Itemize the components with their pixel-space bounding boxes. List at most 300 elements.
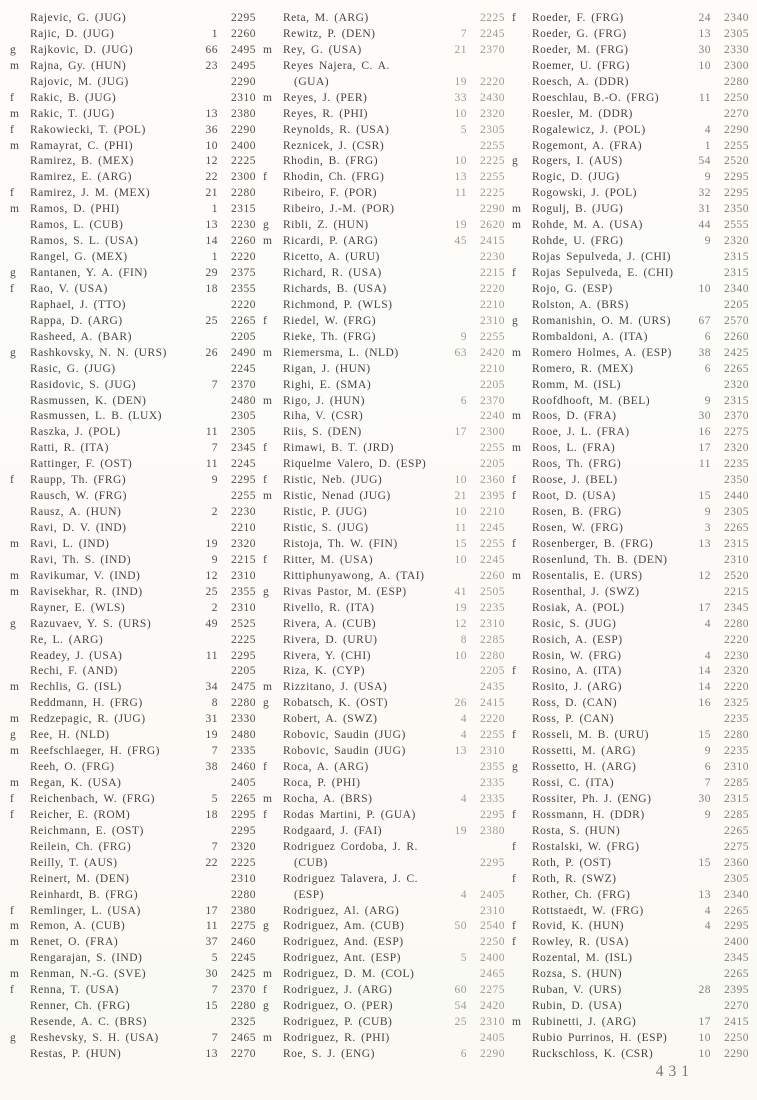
rating-value: 2210 [231, 522, 256, 534]
player-name: Raupp, Th. (FRG) [30, 474, 127, 487]
games-count: 14 [205, 235, 218, 248]
player-name: Rechlis, G. (ISL) [30, 681, 122, 694]
player-name: Re, L. (ARG) [30, 633, 104, 646]
games-count [445, 202, 467, 218]
rating-list-row [9, 186, 256, 202]
games-count: 11 [205, 458, 218, 471]
rating-value: 2295 [480, 808, 505, 821]
player-name: Rasic, G. (JUG) [30, 362, 116, 375]
title-letter: m [10, 203, 20, 216]
games-count [445, 856, 467, 872]
player-name: Rakic, B. (JUG) [30, 91, 117, 104]
player-name: Rostalski, W. (FRG) [532, 840, 640, 853]
title-letter: m [263, 1032, 273, 1044]
rating-list-row [511, 473, 749, 489]
rating-list-row [511, 999, 749, 1015]
player-name: Rossiter, Ph. J. (ENG) [532, 792, 652, 805]
player-name: Ramos, S. L. (USA) [30, 235, 139, 248]
rating-list-row [262, 43, 505, 59]
player-name: Rodriguez Talavera, J. C. [283, 872, 419, 885]
rating-value: 2415 [724, 1016, 749, 1029]
rating-list-row [9, 696, 256, 712]
rating-list-row [9, 441, 256, 457]
title-letter [511, 601, 527, 617]
player-name: Rappa, D. (ARG) [30, 314, 123, 327]
rating-list-row [262, 298, 505, 314]
title-letter [9, 218, 25, 234]
title-letter [511, 1031, 527, 1047]
games-count: 19 [454, 219, 467, 232]
player-name: Rosic, S. (JUG) [532, 617, 617, 630]
rating-value: 2355 [231, 585, 256, 598]
player-name: Rogulj, B. (JUG) [532, 203, 624, 216]
rating-list-row [9, 919, 256, 935]
rating-value: 2490 [231, 346, 256, 359]
player-name: Rosino, A. (ITA) [532, 665, 622, 678]
rating-list-row [511, 107, 749, 123]
games-count: 25 [205, 585, 218, 598]
rating-column-right [511, 11, 749, 1063]
player-federation-continuation: (GUA) [294, 75, 330, 88]
title-letter: f [512, 12, 517, 24]
title-letter: f [512, 537, 517, 550]
player-name: Reeh, O. (FRG) [30, 761, 115, 774]
rating-value: 2325 [724, 697, 749, 710]
player-name: Roesler, M. (DDR) [532, 107, 633, 120]
title-letter [9, 1015, 25, 1031]
rating-list-row [9, 1031, 256, 1047]
rating-list-row [9, 712, 256, 728]
player-name: Redzepagic, R. (JUG) [30, 713, 146, 726]
rating-list-row [262, 186, 505, 202]
rating-value: 2440 [724, 490, 749, 503]
rating-list-row [9, 633, 256, 649]
rating-value: 2210 [480, 362, 505, 375]
games-count: 13 [205, 219, 218, 232]
rating-list-row [9, 409, 256, 425]
player-name: Rieke, Th. (FRG) [283, 330, 376, 343]
rating-list-row [262, 330, 505, 346]
title-letter: m [263, 43, 273, 56]
rating-value: 2220 [231, 251, 256, 264]
rating-list-row [511, 649, 749, 665]
rating-value: 2265 [724, 522, 749, 534]
title-letter [262, 712, 278, 728]
player-name: Rodriguez, D. M. (COL) [283, 968, 415, 981]
player-name: Ricardi, P. (ARG) [283, 235, 378, 248]
rating-value: 2310 [480, 617, 505, 630]
player-name: Rasheed, A. (BAR) [30, 330, 132, 343]
rating-list-row [511, 202, 749, 218]
player-name: Reynolds, R. (USA) [283, 123, 390, 136]
games-count [689, 872, 711, 888]
rating-value: 2420 [480, 346, 505, 359]
player-name: Rimawi, B. T. (JRD) [283, 442, 394, 455]
player-name: Romero, R. (MEX) [532, 362, 634, 375]
rating-value: 2340 [724, 282, 749, 295]
games-count: 4 [460, 713, 467, 726]
player-name: Ramirez, B. (MEX) [30, 155, 134, 168]
games-count: 1 [211, 27, 218, 40]
title-letter: f [10, 474, 15, 487]
rating-value: 2400 [480, 952, 505, 965]
rating-list-row-continuation [262, 75, 505, 91]
games-count: 34 [205, 681, 218, 694]
games-count: 26 [454, 697, 467, 710]
rating-value: 2460 [231, 761, 256, 774]
rating-list-row [9, 521, 256, 537]
title-letter [262, 186, 278, 202]
title-letter [262, 330, 278, 346]
games-count: 17 [205, 904, 218, 917]
rating-list-row [9, 1015, 256, 1031]
player-name: Roeschlau, B.-O. (FRG) [532, 91, 660, 104]
rating-value: 2205 [724, 298, 749, 311]
rating-value: 2210 [480, 298, 505, 311]
games-count [445, 139, 467, 155]
title-letter: f [512, 267, 517, 279]
rating-list-row [511, 75, 749, 91]
rating-list-row [262, 266, 505, 282]
games-count: 26 [205, 346, 218, 359]
player-name: Ribli, Z. (HUN) [283, 219, 369, 232]
title-letter: f [263, 761, 268, 774]
title-letter [262, 1047, 278, 1063]
rating-list-row [9, 330, 256, 346]
rating-list-row [511, 441, 749, 457]
title-letter: g [512, 155, 519, 168]
title-letter [511, 951, 527, 967]
rating-list-row [262, 441, 505, 457]
games-count: 15 [698, 856, 711, 869]
rating-list-row [9, 569, 256, 585]
player-name: Roth, P. (OST) [532, 856, 612, 869]
rating-value: 2215 [480, 267, 505, 279]
title-letter: m [263, 792, 273, 805]
title-letter: m [10, 681, 20, 694]
title-letter: g [10, 729, 17, 742]
games-count: 1 [704, 139, 711, 152]
games-count: 32 [698, 187, 711, 200]
rating-list-row [511, 489, 749, 505]
rating-list-row [9, 888, 256, 904]
player-name: Rosen, B. (FRG) [532, 506, 622, 519]
rating-value: 2370 [480, 394, 505, 407]
player-name: Raphael, J. (TTO) [30, 298, 126, 311]
rating-value: 2295 [480, 856, 505, 869]
rating-list-row [9, 904, 256, 920]
title-letter [9, 154, 25, 170]
games-count: 15 [698, 490, 711, 503]
rating-value: 2295 [231, 808, 256, 821]
games-count: 24 [698, 12, 711, 24]
rating-value: 2300 [231, 171, 256, 184]
rating-value: 2255 [480, 537, 505, 550]
title-letter: f [512, 490, 517, 503]
player-name: Reyes, J. (PER) [283, 91, 368, 104]
title-letter: f [263, 808, 268, 821]
title-letter [9, 250, 25, 266]
games-count: 7 [460, 27, 467, 40]
rating-value: 2260 [480, 569, 505, 582]
player-name: Reddmann, H. (FRG) [30, 697, 143, 710]
games-count: 10 [454, 155, 467, 168]
rating-value: 2270 [724, 1000, 749, 1013]
games-count [196, 664, 218, 680]
games-count: 28 [698, 984, 711, 997]
rating-value: 2345 [231, 442, 256, 455]
games-count [445, 664, 467, 680]
player-name: Rechi, F. (AND) [30, 665, 118, 678]
title-letter [9, 521, 25, 537]
title-letter: m [512, 203, 522, 216]
games-count: 44 [698, 219, 711, 232]
rating-list-row [262, 904, 505, 920]
title-letter [9, 840, 25, 856]
player-name: Rovid, K. (HUN) [532, 920, 624, 933]
rating-list-row [9, 680, 256, 696]
rating-value: 2280 [231, 187, 256, 200]
title-letter [511, 234, 527, 250]
rating-list-row [511, 91, 749, 107]
games-count: 10 [698, 59, 711, 72]
rating-list-row [262, 91, 505, 107]
player-name: Rozsa, S. (HUN) [532, 968, 623, 981]
games-count [196, 776, 218, 792]
rating-list-row [9, 234, 256, 250]
rating-value: 2280 [231, 888, 256, 901]
title-letter [262, 362, 278, 378]
rating-value: 2325 [231, 1016, 256, 1029]
rating-value: 2295 [231, 649, 256, 662]
rating-value: 2375 [231, 267, 256, 279]
rating-value: 2415 [480, 235, 505, 248]
player-name: Roeder, F. (FRG) [532, 12, 624, 24]
title-letter: m [263, 490, 273, 503]
rating-value: 2395 [480, 490, 505, 503]
player-name: Rohde, M. A. (USA) [532, 219, 643, 232]
title-letter [262, 1015, 278, 1031]
rating-value: 2265 [231, 792, 256, 805]
rating-value [472, 59, 505, 75]
title-letter: m [263, 91, 273, 104]
games-count: 11 [454, 522, 467, 534]
title-letter [262, 776, 278, 792]
rating-value: 2310 [231, 91, 256, 104]
rating-list-row [9, 314, 256, 330]
player-name: Rivello, R. (ITA) [283, 601, 375, 614]
player-name: Rosseli, M. B. (URU) [532, 729, 649, 742]
rating-value: 2405 [231, 777, 256, 789]
rating-list-row [511, 712, 749, 728]
player-name: Ravikumar, V. (IND) [30, 569, 141, 582]
player-name: Rogic, D. (JUG) [532, 171, 620, 184]
title-letter [511, 649, 527, 665]
title-letter: f [512, 729, 517, 742]
player-name: Razuvaev, Y. S. (URS) [30, 617, 152, 630]
rating-list-row [9, 425, 256, 441]
player-name: Riza, K. (CYP) [283, 665, 365, 678]
games-count: 66 [205, 43, 218, 56]
games-count [689, 298, 711, 314]
games-count [196, 75, 218, 91]
player-name: Rosen, W. (FRG) [532, 522, 624, 534]
player-name: Rojo, G. (ESP) [532, 282, 613, 295]
rating-list-row [262, 680, 505, 696]
rating-value: 2310 [724, 761, 749, 774]
rating-value: 2275 [724, 426, 749, 439]
title-letter: f [10, 282, 15, 295]
title-letter: g [10, 346, 17, 359]
title-letter: m [512, 410, 522, 423]
rating-value: 2280 [724, 617, 749, 630]
rating-list-row [511, 744, 749, 760]
rating-list-row [262, 123, 505, 139]
player-name: Roesch, A. (DDR) [532, 75, 629, 88]
rating-value: 2285 [480, 633, 505, 646]
title-letter: f [263, 314, 268, 327]
games-count [689, 951, 711, 967]
title-letter [9, 409, 25, 425]
rating-list-row [9, 760, 256, 776]
player-name: Reinert, M. (DEN) [30, 872, 130, 885]
player-name: Root, D. (USA) [532, 490, 616, 503]
player-name: Romm, M. (ISL) [532, 378, 621, 391]
games-count [689, 633, 711, 649]
rating-list-row [511, 314, 749, 330]
rating-value: 2220 [724, 681, 749, 694]
rating-list-row [511, 282, 749, 298]
title-letter [262, 282, 278, 298]
title-letter [511, 680, 527, 696]
rating-list-row [262, 617, 505, 633]
games-count: 13 [205, 1047, 218, 1060]
rating-list-row [262, 202, 505, 218]
rating-value: 2305 [480, 123, 505, 136]
rating-list-row [9, 617, 256, 633]
rating-list-row [9, 202, 256, 218]
rating-list-row [9, 362, 256, 378]
games-count [445, 59, 467, 75]
rating-list-row [9, 1047, 256, 1063]
rating-list-row [9, 170, 256, 186]
games-count [689, 378, 711, 394]
player-name: Ribeiro, F. (POR) [283, 187, 377, 200]
title-letter [262, 935, 278, 951]
rating-value: 2270 [724, 107, 749, 120]
games-count: 9 [704, 745, 711, 758]
rating-value: 2360 [480, 474, 505, 487]
player-name: Roeder, G. (FRG) [532, 27, 627, 40]
rating-value: 2380 [231, 107, 256, 120]
title-letter [262, 601, 278, 617]
rating-list-row [262, 664, 505, 680]
games-count: 25 [454, 1016, 467, 1029]
title-letter [9, 872, 25, 888]
rating-list-row-continuation [262, 888, 505, 904]
title-letter [9, 505, 25, 521]
rating-value: 2320 [231, 840, 256, 853]
player-name: Roth, R. (SWZ) [532, 872, 617, 885]
games-count [196, 888, 218, 904]
title-letter [9, 1047, 25, 1063]
rating-value: 2300 [724, 59, 749, 72]
player-name: Rivera, D. (URU) [283, 633, 378, 646]
player-name: Riedel, W. (FRG) [283, 314, 377, 327]
title-letter: m [10, 569, 20, 582]
rating-list-row [511, 27, 749, 43]
title-letter [511, 696, 527, 712]
player-name: Rooe, J. L. (FRA) [532, 426, 630, 439]
rating-list-row [9, 11, 256, 27]
title-letter: m [10, 59, 20, 72]
rating-list-row [511, 728, 749, 744]
games-count [445, 680, 467, 696]
title-letter [262, 139, 278, 155]
player-name: Ravi, L. (IND) [30, 537, 110, 550]
rating-value: 2460 [231, 936, 256, 949]
player-name: Rogalewicz, J. (POL) [532, 123, 646, 136]
title-letter: g [263, 585, 270, 598]
player-name: Rohde, U. (FRG) [532, 235, 624, 248]
title-letter: f [263, 984, 268, 997]
rating-value: 2285 [724, 808, 749, 821]
title-letter [262, 728, 278, 744]
games-count: 12 [698, 569, 711, 582]
games-count: 5 [211, 792, 218, 805]
player-federation-continuation: (ESP) [294, 888, 324, 901]
player-name: Rolston, A. (BRS) [532, 298, 629, 311]
games-count: 15 [698, 729, 711, 742]
games-count: 54 [698, 155, 711, 168]
rating-value: 2295 [724, 920, 749, 933]
title-letter [511, 123, 527, 139]
rating-value: 2230 [480, 251, 505, 264]
rating-list-row [9, 649, 256, 665]
title-letter [9, 553, 25, 569]
player-name: Rodriguez, Am. (CUB) [283, 920, 405, 933]
rating-value: 2260 [724, 330, 749, 343]
games-count [689, 107, 711, 123]
rating-value: 2205 [231, 330, 256, 343]
games-count: 2 [211, 601, 218, 614]
rating-list-row [511, 872, 749, 888]
games-count: 30 [698, 410, 711, 423]
rating-list-row [262, 425, 505, 441]
rating-list-row [262, 378, 505, 394]
title-letter: g [263, 1000, 270, 1013]
rating-value: 2495 [231, 43, 256, 56]
rating-list-row [262, 601, 505, 617]
player-name: Ree, H. (NLD) [30, 729, 110, 742]
title-letter [511, 633, 527, 649]
title-letter: g [263, 219, 270, 232]
title-letter [511, 425, 527, 441]
title-letter [511, 712, 527, 728]
games-count [689, 712, 711, 728]
games-count: 4 [704, 649, 711, 662]
player-name: Rosenlund, Th. B. (DEN) [532, 553, 668, 566]
rating-list-row [511, 330, 749, 346]
title-letter [511, 888, 527, 904]
games-count: 7 [704, 777, 711, 789]
title-letter [9, 856, 25, 872]
player-name: Roos, L. (FRA) [532, 442, 616, 455]
games-count: 30 [698, 792, 711, 805]
games-count [445, 266, 467, 282]
player-name: Renman, N.-G. (SVE) [30, 968, 147, 981]
rating-value: 2520 [724, 155, 749, 168]
